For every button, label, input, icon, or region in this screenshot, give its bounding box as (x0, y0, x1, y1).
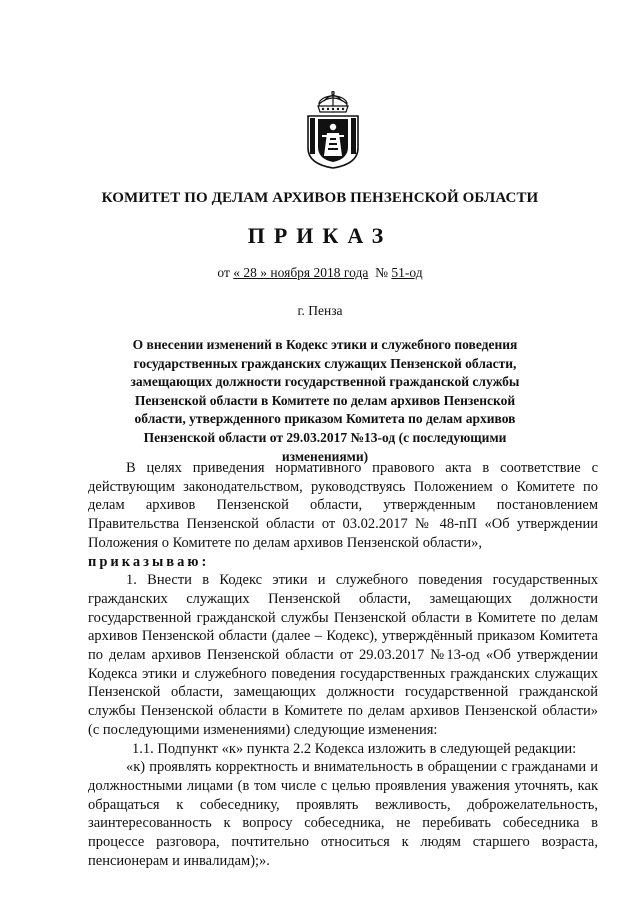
item-1-paragraph: 1. Внести в Кодекс этики и служебного поведения государственных гражданских служащих Пензенской области, замещающих должности государственной гражданской службы Пензенской области в Комитете по делам архивов Пензенской области (далее – Кодекс), утверждённый приказом Комитета по делам архивов Пензенской области от 29.03.2017 №13-од «Об утверждении Кодекса этики и служебного поведения государственных гражданских служащих Пензенской области, замещающих должности государственной гражданской службы Пензенской области в Комитете по делам архивов Пензенской области» (с последующими изменениями) следующие изменения: (88, 572, 598, 738)
coat-of-arms-emblem (302, 90, 364, 170)
date-prefix: от (217, 265, 230, 280)
order-date-line (0, 265, 640, 281)
order-number: 51-од (391, 265, 423, 280)
item-1-1-text-paragraph: «к) проявлять корректность и внимательность в обращении с гражданами и должностными лицами (в том числе с целью проявления уважения уточнять, как обращаться к собеседнику, проявлять вежливость, доброжелательность, заинтересованность к вопросу собеседника, не перебивать собеседника в процессе разговора, почтительно относиться к людям старшего возраста, пенсионерам и инвалидам);». (88, 759, 598, 869)
order-subject: О внесении изменений в Кодекс этики и служебного поведения государственных гражданских служащих Пензенской области, замещающих должности государственной гражданской службы Пензенской области в Комитете по делам архивов Пензенской области, утвержденного приказом Комитета по делам архивов Пензенской области от 29.03.2017 №13-од (с последующими изменениями) (130, 337, 520, 464)
order-date: « 28 » ноября 2018 года (233, 265, 369, 280)
order-body (88, 459, 598, 870)
committee-name: КОМИТЕТ ПО ДЕЛАМ АРХИВОВ ПЕНЗЕНСКОЙ ОБЛАСТИ (101, 190, 539, 206)
preamble-paragraph: В целях приведения нормативного правового акта в соответствие с действующим законодательством, руководствуясь Положением о Комитете по делам архивов Пензенской области, утвержденным постановлением Правительства Пензенской области от 03.02.2017 № 48-пП «Об утверждении Положения о Комитете по делам архивов Пензенской области», (88, 460, 598, 551)
orders-word: приказываю: (88, 553, 210, 570)
city: г. Пенза (297, 303, 343, 318)
number-prefix: № (375, 265, 388, 280)
order-title: ПРИКАЗ (247, 223, 393, 248)
item-1-1-paragraph: 1.1. Подпункт «к» пункта 2.2 Кодекса изложить в следующей редакции: (132, 740, 577, 757)
orders-line (88, 553, 598, 572)
